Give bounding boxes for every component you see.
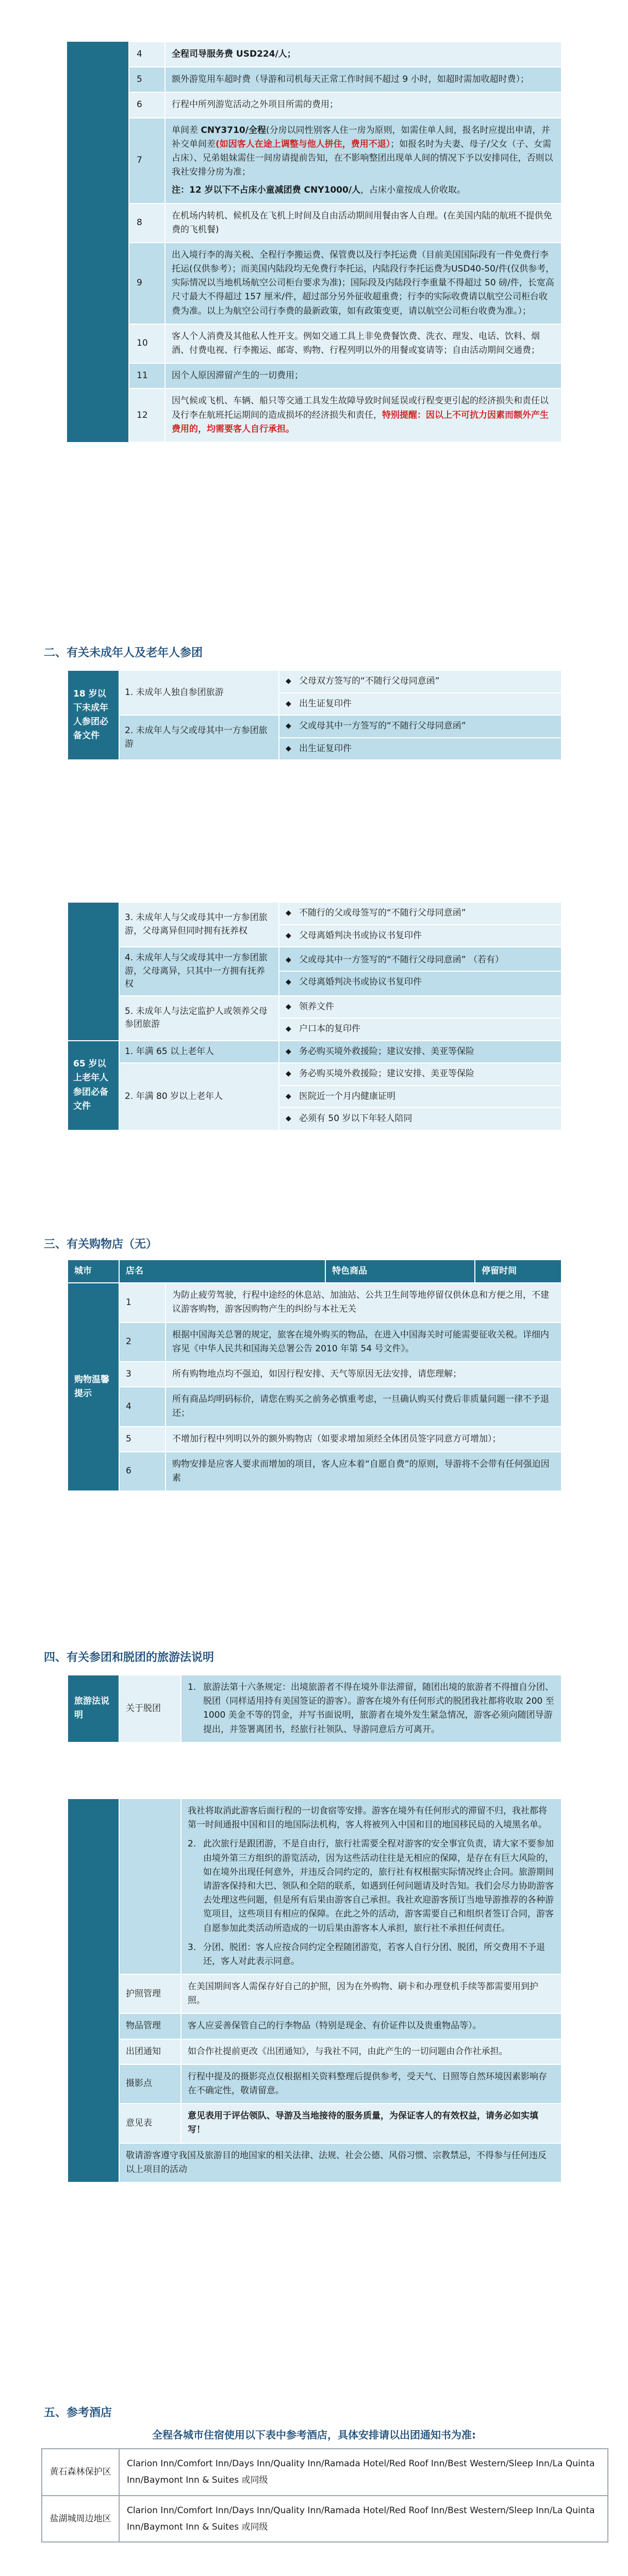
notes-text: 敬请游客遵守我国及旅游目的地国家的相关法律、法规、社会公德、风俗习惯、宗教禁忌，不得参与任何违反以上项目的活动 bbox=[119, 2143, 561, 2182]
diamond-bullet-icon: ◆ bbox=[286, 1092, 291, 1100]
separate-label: 关于脱团 bbox=[119, 1675, 181, 1742]
tip-text: 为防止疲劳驾驶，行程中途经的休息站、加油站、公共卫生间等地停留仅供休息和方便之用，不建议游客购物，游客因购物产生的纠纷与本社无关 bbox=[166, 1283, 561, 1322]
requirement-item bbox=[279, 996, 561, 1019]
fee-text-part: ；如报名时为夫妻、母子/父女（子、女需占床）、兄弟姐妹需住一间房请提前告知，在不影响整团出现单人间的情况下予以安排同住，否则以我社安排分房为准； bbox=[172, 139, 553, 178]
note-text: 分团、脱团：客人应按合同约定全程随团游览，若客人自行分团、脱团，所交费用不予退还，客人对此表示同意。 bbox=[203, 1942, 545, 1967]
note-prefix: 注：12 岁以下不占床小童减团费 bbox=[172, 185, 304, 196]
fee-row-7 bbox=[67, 118, 561, 204]
tip-num: 5 bbox=[119, 1427, 166, 1452]
minors-table-part2 bbox=[67, 902, 562, 1131]
diamond-bullet-icon: ◆ bbox=[286, 931, 291, 940]
minor-requirements bbox=[279, 996, 561, 1041]
requirement-item bbox=[279, 950, 561, 972]
diamond-bullet-icon: ◆ bbox=[286, 677, 291, 685]
notes-side-bar bbox=[68, 1799, 119, 2182]
separate-body bbox=[181, 1675, 561, 1742]
minor-case: 2. 未成年人与父或母其中一方参团旅游 bbox=[119, 715, 279, 760]
minors-side-label: 18 岁以下未成年人参团必备文件 bbox=[68, 670, 119, 760]
diamond-bullet-icon: ◆ bbox=[286, 909, 291, 917]
requirement-item bbox=[279, 1086, 561, 1109]
tip-text: 根据中国海关总署的规定，旅客在境外购买的物品，在进入中国海关时可能需要征收关税。详细内容见《中华人民共和国海关总署公告 2010 年第 54 号文件》。 bbox=[166, 1323, 561, 1362]
requirement-text: 务必购买境外救援险；建议安排、美亚等保险 bbox=[299, 1046, 474, 1057]
fee-num: 6 bbox=[129, 92, 165, 117]
fee-text: 全程司导服务费 USD224/人； bbox=[165, 42, 561, 67]
header-duration: 停留时间 bbox=[475, 1260, 561, 1283]
notes-text: 意见表用于评估领队、导游及当地接待的服务质量，为保证客人的有效权益，请务必如实填写！ bbox=[181, 2104, 561, 2143]
tip-num: 1 bbox=[119, 1283, 166, 1322]
diamond-bullet-icon: ◆ bbox=[286, 1114, 291, 1123]
fee-text-part: (分房以同性别客人住一房为原则，如需住单人间，报名时应提出申请，并补交单间差 bbox=[172, 125, 550, 149]
header-shop: 店名 bbox=[119, 1260, 325, 1283]
fee-num: 8 bbox=[129, 204, 165, 243]
shopping-side-label: 购物温馨提示 bbox=[68, 1283, 119, 1491]
hotel-row bbox=[42, 2496, 608, 2543]
note-paragraph bbox=[188, 1837, 555, 1935]
requirement-item bbox=[279, 693, 561, 715]
notes-empty-label bbox=[119, 1799, 181, 1974]
notes-table bbox=[67, 1798, 562, 2183]
child-note bbox=[172, 183, 555, 197]
shopping-tip-row bbox=[68, 1427, 561, 1452]
shopping-table bbox=[67, 1259, 562, 1492]
fee-text-part: 单间差 bbox=[172, 125, 201, 135]
fee-text: 行程中所列游览活动之外项目所需的费用； bbox=[165, 92, 561, 117]
hotel-list: Clarion Inn/Comfort Inn/Days Inn/Quality Inn/Ramada Hotel/Red Roof Inn/Best Western/Sleep Inn/La Quinta Inn/Baymont Inn & Suites 或同级 bbox=[119, 2449, 608, 2496]
tip-text: 所有购物地点均不强迫，如因行程安排、天气等原因无法安排，请您理解； bbox=[166, 1362, 561, 1387]
separate-row bbox=[68, 1675, 561, 1742]
minor-case: 5. 未成年人与法定监护人或领养父母参团旅游 bbox=[119, 996, 279, 1041]
requirement-item bbox=[279, 925, 561, 947]
notes-row bbox=[68, 1974, 561, 2013]
fee-text bbox=[165, 118, 561, 204]
notes-text: 行程中提及的摄影亮点仅根据相关资料整理后提供参考，受天气、日照等自然环境因素影响存在不确定性，敬请留意。 bbox=[181, 2064, 561, 2104]
notes-row-main bbox=[68, 1799, 561, 1974]
diamond-bullet-icon: ◆ bbox=[286, 955, 291, 964]
minor-requirements bbox=[279, 947, 561, 996]
elderly-case: 2. 年满 80 岁以上老年人 bbox=[119, 1063, 279, 1130]
minor-row bbox=[68, 902, 561, 947]
header-city: 城市 bbox=[68, 1260, 119, 1283]
diamond-bullet-icon: ◆ bbox=[286, 1002, 291, 1011]
requirement-item bbox=[279, 903, 561, 925]
requirement-item bbox=[279, 716, 561, 738]
elderly-requirements bbox=[279, 1063, 561, 1130]
notes-row bbox=[68, 2143, 561, 2182]
fee-num: 10 bbox=[129, 324, 165, 363]
tip-num: 3 bbox=[119, 1362, 166, 1387]
elderly-side-label: 65 岁以上老年人参团必备文件 bbox=[68, 1041, 119, 1130]
tourism-law-table bbox=[67, 1674, 562, 1743]
requirement-item bbox=[279, 1063, 561, 1086]
header-goods: 特色商品 bbox=[325, 1260, 475, 1283]
fee-row-4 bbox=[67, 42, 561, 67]
tip-num: 2 bbox=[119, 1323, 166, 1362]
note-num: 2. bbox=[188, 1839, 196, 1850]
hotel-area: 黄石森林保护区 bbox=[42, 2449, 119, 2496]
notes-text: 如合作社提前更改《出团通知》，与我社不同，由此产生的一切问题由合作社承担。 bbox=[181, 2039, 561, 2064]
hotel-row bbox=[42, 2449, 608, 2496]
fee-text: 因个人原因滞留产生的一切费用； bbox=[165, 363, 561, 388]
note-text: 此次旅行是跟团游，不是自由行，旅行社需要全程对游客的安全事宜负责，请大家不要参加由境外第三方组织的游览活动，因为这些活动往往是无相应的保障，是存在有巨大风险的，如在境外出现任何意外，并违反合同约定的，旅行社有权根据实际情况终止合同。旅游期间请游客保持和大巴、领队和全陪的联系，如遇到任何问题请及时告知。我们会尽力协助游客去处理这些问题，但是所有后果由游客自己承担。我社欢迎游客预订当地导游推荐的各种游览项目，这些项目有相应的保障。在此之外的活动，游客需要自己和组织者签订合同，游客自愿参加此类活动所造成的一切后果由游客本人承担，旅行社不承担任何责任。 bbox=[203, 1839, 554, 1934]
minor-case: 3. 未成年人与父或母其中一方参团旅游，父母离异但同时拥有抚养权 bbox=[119, 902, 279, 947]
requirement-text: 出生证复印件 bbox=[299, 743, 352, 754]
minor-row bbox=[68, 670, 561, 715]
diamond-bullet-icon: ◆ bbox=[286, 1070, 291, 1078]
child-price: CNY1000/人 bbox=[304, 185, 361, 196]
notes-label: 意见表 bbox=[119, 2104, 181, 2143]
elderly-row bbox=[68, 1041, 561, 1063]
elderly-case: 1. 年满 65 以上老年人 bbox=[119, 1041, 279, 1063]
diamond-bullet-icon: ◆ bbox=[286, 699, 291, 708]
notes-label: 护照管理 bbox=[119, 1974, 181, 2013]
fee-text: 在机场内转机、候机及在飞机上时间及自由活动期间用餐由客人自理。(在美国内陆的航班不提供免费的飞机餐) bbox=[165, 204, 561, 243]
fee-row-10 bbox=[67, 324, 561, 363]
fee-row-11 bbox=[67, 363, 561, 388]
requirement-text: 务必购买境外救援险；建议安排、美亚等保险 bbox=[299, 1069, 474, 1079]
minor-row bbox=[68, 996, 561, 1041]
diamond-bullet-icon: ◆ bbox=[286, 978, 291, 987]
tip-num: 4 bbox=[119, 1387, 166, 1426]
minor-requirements bbox=[279, 902, 561, 947]
fee-warning: (如因客人在途上调整与他人拼住，费用不退） bbox=[216, 139, 391, 149]
fee-num: 9 bbox=[129, 243, 165, 324]
notes-row bbox=[68, 2039, 561, 2064]
minor-requirements bbox=[279, 670, 561, 715]
minor-row bbox=[68, 947, 561, 996]
requirement-item bbox=[279, 738, 561, 760]
law-text: 旅游法第十六条规定：出境旅游者不得在境外非法滞留，随团出境的旅游者不得擅自分团、脱团（同样适用持有美国签证的游客）。游客在境外有任何形式的脱团我社都将收取 200 至 1000 美金不等的罚金，并写书面说明，旅游者在境外发生紧急情况，游客必须向随团导游提出，并签署离团书，经旅行社领队、导游同意后方可离开。 bbox=[203, 1682, 554, 1735]
fee-text-part: 因气候或飞机、车辆、船只等交通工具发生故障导致时间延误或行程变更引起的经济损失和责任以及行李在航班托运期间的造成损坏的经济损失和责任， bbox=[172, 396, 549, 420]
fee-row-12 bbox=[67, 388, 561, 442]
tip-text: 购物安排是应客人要求而增加的项目，客人应本着“自愿自费”的原则，导游将不会带有任何强迫因素 bbox=[166, 1452, 561, 1491]
notes-label: 摄影点 bbox=[119, 2064, 181, 2104]
requirement-text: 父母离婚判决书或协议书复印件 bbox=[299, 930, 422, 941]
requirement-text: 领养文件 bbox=[299, 1001, 334, 1012]
requirement-text: 父母双方签写的“不随行父母同意函” bbox=[299, 676, 440, 686]
tip-num: 6 bbox=[119, 1452, 166, 1491]
requirement-text: 户口本的复印件 bbox=[299, 1024, 360, 1034]
requirement-text: 不随行的父或母签写的“不随行父母同意函” bbox=[299, 908, 466, 918]
requirement-text: 医院近一个月内健康证明 bbox=[299, 1091, 395, 1101]
fee-text bbox=[165, 388, 561, 442]
minors-table-part1 bbox=[67, 670, 562, 760]
shopping-tip-row bbox=[68, 1452, 561, 1491]
fee-num: 12 bbox=[129, 388, 165, 442]
note-paragraph bbox=[188, 1941, 555, 1969]
hotels-table bbox=[41, 2448, 608, 2543]
elderly-requirements bbox=[279, 1041, 561, 1063]
fee-num: 4 bbox=[129, 42, 165, 67]
hotel-list: Clarion Inn/Comfort Inn/Days Inn/Quality Inn/Ramada Hotel/Red Roof Inn/Best Western/Sleep Inn/La Quinta Inn/Baymont Inn & Suites 或同级 bbox=[119, 2496, 608, 2543]
hotels-subtitle: 全程各城市住宿使用以下表中参考酒店，具体安排请以出团通知书为准: bbox=[152, 2429, 476, 2441]
shopping-tip-row bbox=[68, 1323, 561, 1362]
fee-text: 客人个人消费及其他私人性开支。例如交通工具上非免费餐饮费、洗衣、理发、电话、饮料、烟酒、付费电视、行李搬运、邮寄、购物、行程列明以外的用餐或宴请等；自由活动期间交通费； bbox=[165, 324, 561, 363]
diamond-bullet-icon: ◆ bbox=[286, 744, 291, 753]
hotel-area: 盐湖城周边地区 bbox=[42, 2496, 119, 2543]
law-paragraph bbox=[188, 1681, 555, 1737]
fee-warning: 特别提醒：因以上不可抗力因素而额外产生费用的，均需要客人自行承担。 bbox=[172, 410, 549, 434]
minor-case: 4. 未成年人与父或母其中一方参团旅游，父母离异，只其中一方拥有抚养权 bbox=[119, 947, 279, 996]
section-title-shopping: 三、有关购物店（无） bbox=[44, 1238, 158, 1251]
shopping-tip-row bbox=[68, 1387, 561, 1426]
fee-num: 11 bbox=[129, 363, 165, 388]
note-suffix: ，占床小童按成人价收取。 bbox=[360, 185, 466, 196]
fee-num: 5 bbox=[129, 67, 165, 92]
notes-text: 在美国期间客人需保存好自己的护照，因为在外购物、刷卡和办理登机手续等都需要用到护照。 bbox=[181, 1974, 561, 2013]
requirement-item bbox=[279, 1019, 561, 1040]
fee-text: 额外游览用车超时费（导游和司机每天正常工作时间不超过 9 小时，如超时需加收超时费）； bbox=[165, 67, 561, 92]
note-paragraph: 我社将取消此游客后面行程的一切食宿等安排。游客在境外有任何形式的滞留不归，我社都将第一时间通报中国和目的地国际法机构，客人将被列入中国和目的地国移民局的入境黑名单。 bbox=[188, 1806, 547, 1831]
requirement-text: 父或母其中一方签写的“不随行父母同意函” bbox=[299, 721, 466, 731]
section-title-tourism-law: 四、有关参团和脱团的旅游法说明 bbox=[44, 1651, 214, 1664]
requirement-item bbox=[279, 1041, 561, 1063]
law-num: 1. bbox=[188, 1682, 196, 1692]
notes-label: 物品管理 bbox=[119, 2013, 181, 2039]
fee-row-5 bbox=[67, 67, 561, 92]
notes-main-text bbox=[181, 1799, 561, 1974]
notes-text: 客人应妥善保管自己的行李物品（特别是现金、有价证件以及贵重物品等）。 bbox=[181, 2013, 561, 2039]
shopping-tip-row bbox=[68, 1362, 561, 1387]
minors-side-continued bbox=[68, 902, 119, 1041]
fee-row-9 bbox=[67, 243, 561, 324]
notes-row bbox=[68, 2013, 561, 2039]
requirement-item bbox=[279, 671, 561, 693]
fee-row-8 bbox=[67, 204, 561, 243]
notes-row bbox=[68, 2064, 561, 2104]
section-title-hotels: 五、参考酒店 bbox=[44, 2406, 112, 2419]
law-side-label: 旅游法说明 bbox=[68, 1675, 119, 1742]
notes-row bbox=[68, 2104, 561, 2143]
requirement-item bbox=[279, 1108, 561, 1130]
single-room-text bbox=[172, 124, 555, 180]
minor-case: 1. 未成年人独自参团旅游 bbox=[119, 670, 279, 715]
requirement-text: 必须有 50 岁以下年轻人陪同 bbox=[299, 1113, 412, 1124]
fee-row-6 bbox=[67, 92, 561, 117]
note-num: 3. bbox=[188, 1942, 196, 1953]
tip-text: 不增加行程中列明以外的额外购物店（如要求增加须经全体团员签字同意方可增加）； bbox=[166, 1427, 561, 1452]
diamond-bullet-icon: ◆ bbox=[286, 722, 291, 730]
fee-text: 出入境行李的海关税、全程行李搬运费、保管费以及行李托运费（目前美国国际段有一件免费行李托运(仅供参考）；而美国内陆段均无免费行李托运，内陆段行李托运费为USD40-50/件(仅供参考，实际情况以当地机场航空公司柜台要求为准)；国际段及内陆段行李重量不得超过 50 磅/件，长宽高尺寸最大不得超过 157 厘米/件，超过部分另外征收超重费；行李的实际收费请以航空公司柜台收费为准。以上为航空公司行李费的最新政策，如有政策变更，请以航空公司柜台收费为准。）； bbox=[165, 243, 561, 324]
requirement-item bbox=[279, 972, 561, 993]
diamond-bullet-icon: ◆ bbox=[286, 1025, 291, 1033]
elderly-row bbox=[68, 1063, 561, 1130]
fee-side-bar bbox=[67, 42, 129, 442]
requirement-text: 出生证复印件 bbox=[299, 698, 352, 709]
requirement-text: 父母离婚判决书或协议书复印件 bbox=[299, 977, 422, 988]
minor-requirements bbox=[279, 715, 561, 760]
requirement-text: 父或母其中一方签写的“不随行父母同意函” （若有） bbox=[299, 954, 504, 965]
shopping-header-row bbox=[68, 1260, 561, 1283]
notes-label: 出团通知 bbox=[119, 2039, 181, 2064]
section-title-minors-elderly: 二、有关未成年人及老年人参团 bbox=[44, 647, 203, 659]
fee-exclusions-table bbox=[67, 41, 562, 443]
minor-row bbox=[68, 715, 561, 760]
shopping-tip-row bbox=[68, 1283, 561, 1322]
fee-price: CNY3710/全程 bbox=[201, 125, 266, 135]
tip-text: 所有商品均明码标价，请您在购买之前务必慎重考虑，一旦确认购买付费后非质量问题一律不予退还； bbox=[166, 1387, 561, 1426]
diamond-bullet-icon: ◆ bbox=[286, 1047, 291, 1056]
fee-num: 7 bbox=[129, 118, 165, 204]
